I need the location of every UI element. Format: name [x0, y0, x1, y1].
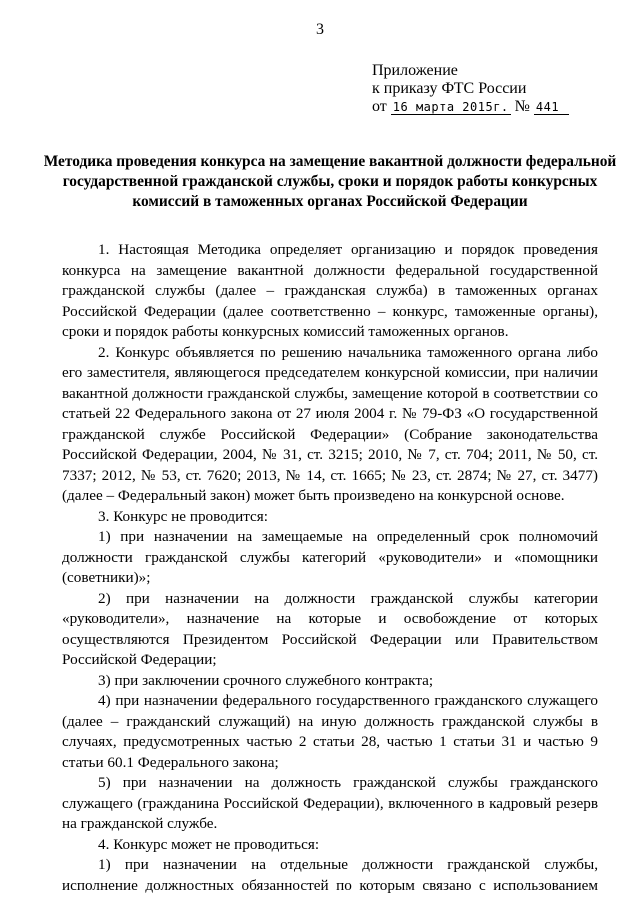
paragraph-3-item-4: 4) при назначении федерального государственного гражданского служащего (далее – гражданский служащий) на иную должность гражданской службы в случаях, предусмотренных частью 2 статьи 28, частью 1 статьи 31 и частью 9 статьи 60.1 Федерального закона; — [62, 692, 598, 771]
appendix-label: Приложение — [372, 62, 458, 79]
paragraph-2: 2. Конкурс объявляется по решению начальника таможенного органа либо его заместителя, являющегося председателем конкурсной комиссии, при наличии вакантной должности гражданской службы, замещение которой в соответствии со статьей 22 Федерального закона от 27 июля 2004 г. № 79-ФЗ «О государственной гражданской службе Российской Федерации» (Собрание законодательства Российской Федерации, 2004, № 31, ст. 3215; 2010, № 7, ст. 704; 2011, № 50, ст. 7337; 2012, № 53, ст. 7620; 2013, № 14, ст. 1665; № 23, ст. 2874; № 27, ст. 3477) (далее – Федеральный закон) может быть произведено на конкурсной основе. — [62, 343, 598, 504]
appendix-date-line — [372, 98, 622, 116]
page-number: 3 — [316, 21, 324, 38]
paragraph-4: 4. Конкурс может не проводиться: — [98, 835, 320, 853]
appendix-block — [372, 62, 622, 116]
paragraph-4-item-1: 1) при назначении на отдельные должности гражданской службы, исполнение должностных обязанностей по которым связано с использованием — [62, 856, 598, 894]
paragraph-3-item-3: 3) при заключении срочного служебного контракта; — [98, 671, 434, 689]
document-body — [62, 240, 598, 896]
date-prefix: от — [372, 98, 387, 115]
paragraph-1: 1. Настоящая Методика определяет организацию и порядок проведения конкурса на замещение вакантной должности федеральной государственной гражданской службы (далее – гражданская служба) в таможенных органах Российской Федерации (далее соответственно – конкурс, таможенные органы), сроки и порядок работы конкурсных комиссий таможенных органов. — [62, 241, 598, 340]
paragraph-3: 3. Конкурс не проводится: — [98, 507, 268, 525]
appendix-order-reference: к приказу ФТС России — [372, 80, 527, 97]
number-sign: № — [514, 98, 530, 115]
paragraph-3-item-1: 1) при назначении на замещаемые на определенный срок полномочий должности гражданской службы категорий «руководители» и «помощники (советники)»; — [62, 528, 598, 586]
order-number: 441 — [534, 100, 569, 115]
paragraph-3-item-5: 5) при назначении на должность гражданской службы гражданского служащего (гражданина Российской Федерации), включенного в кадровый резерв на гражданской службе. — [62, 774, 598, 832]
paragraph-3-item-2: 2) при назначении на должности гражданской службы категории «руководители», назначение на которые и освобождение от которых осуществляются Президентом Российской Федерации или Правительством Российской Федерации; — [62, 589, 598, 668]
order-date: 16 марта 2015г. — [392, 100, 509, 114]
document-title: Методика проведения конкурса на замещение вакантной должности федеральной государственной гражданской службы, сроки и порядок работы конкурсных комиссий в таможенных органах Российской Федерации — [43, 153, 617, 210]
